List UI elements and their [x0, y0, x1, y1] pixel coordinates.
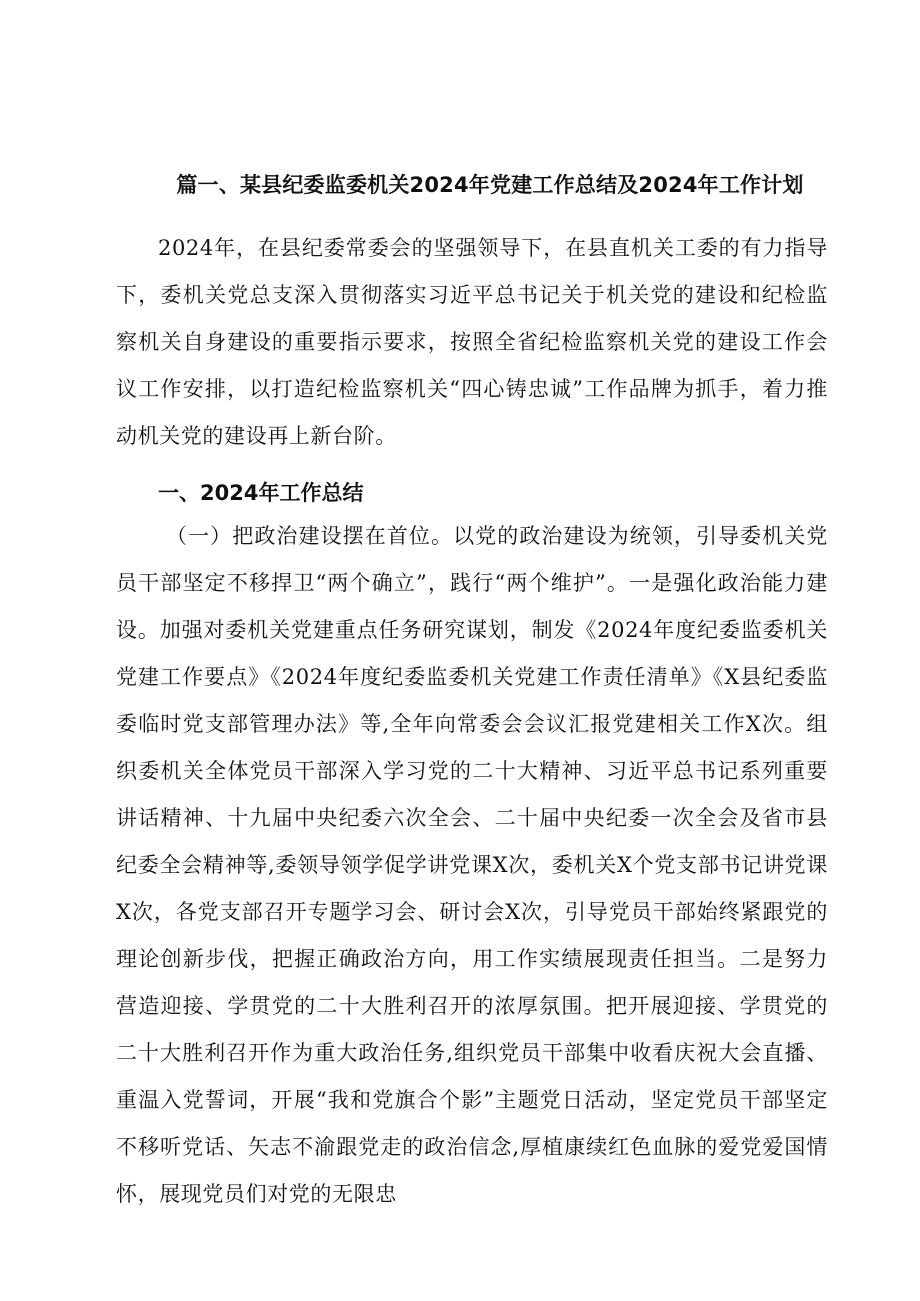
intro-paragraph: 2024年，在县纪委常委会的坚强领导下，在县直机关工委的有力指导下，委机关党总支深入贯彻落实习近平总书记关于机关党的建设和纪检监察机关自身建设的重要指示要求，按照全省纪检监察机关党的建设工作会议工作安排，以打造纪检监察机关“四心铸忠诚”工作品牌为抓手，着力推动机关党的建设再上新台阶。 — [116, 236, 828, 448]
section-heading: 一、2024年工作总结 — [158, 481, 364, 505]
document-title: 篇一、某县纪委监委机关2024年党建工作总结及2024年工作计划 — [176, 173, 804, 197]
section1-paragraph: （一）把政治建设摆在首位。以党的政治建设为统领，引导委机关党员干部坚定不移捍卫“两个确立”，践行“两个维护”。一是强化政治能力建设。加强对委机关党建重点任务研究谋划，制发《2024年度纪委监委机关党建工作要点》《2024年度纪委监委机关党建工作责任清单》《X县纪委监委临时党支部管理办法》等,全年向常委会会议汇报党建相关工作X次。组织委机关全体党员干部深入学习党的二十大精神、习近平总书记系列重要讲话精神、十九届中央纪委六次全会、二十届中央纪委一次全会及省市县纪委全会精神等,委领导领学促学讲党课X次，委机关X个党支部书记讲党课X次，各党支部召开专题学习会、研讨会X次，引导党员干部始终紧跟党的理论创新步伐，把握正确政治方向，用工作实绩展现责任担当。二是努力营造迎接、学贯党的二十大胜利召开的浓厚氛围。把开展迎接、学贯党的二十大胜利召开作为重大政治任务,组织党员干部集中收看庆祝大会直播、重温入党誓词，开展“我和党旗合个影”主题党日活动，坚定党员干部坚定不移听党话、矢志不渝跟党走的政治信念,厚植康续红色血脉的爱党爱国情怀，展现党员们对党的无限忠 — [116, 524, 828, 1206]
